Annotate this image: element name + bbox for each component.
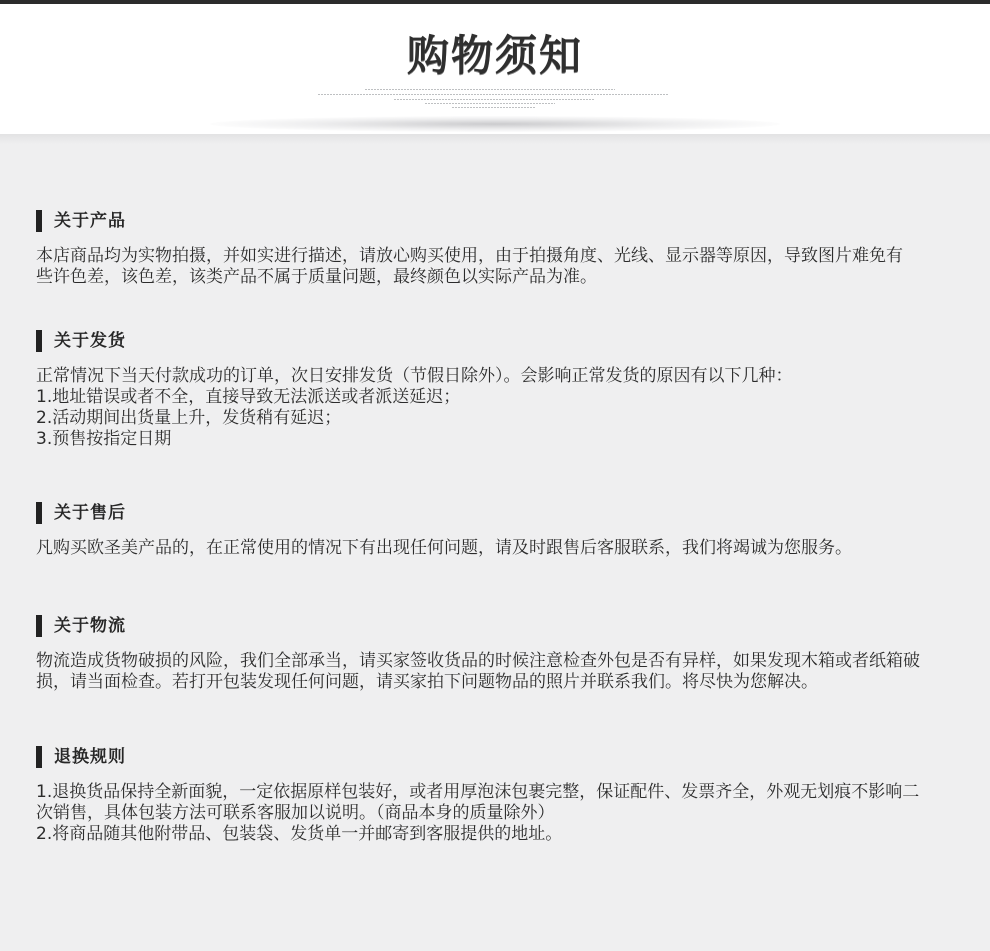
section-product xyxy=(36,210,956,290)
section-title: 关于售后 xyxy=(54,503,126,523)
section-title: 退换规则 xyxy=(54,747,126,767)
section-line: 3.预售按指定日期 xyxy=(36,429,172,449)
section-line: 1.地址错误或者不全，直接导致无法派送或者派送延迟； xyxy=(36,387,461,407)
section-heading xyxy=(36,210,956,234)
section-line: 正常情况下当天付款成功的订单，次日安排发货（节假日除外）。会影响正常发货的原因有以下几种： xyxy=(36,366,793,386)
header-bottom-band xyxy=(0,134,990,144)
section-title: 关于发货 xyxy=(54,331,126,351)
section-marker-bar xyxy=(36,330,42,352)
section-body xyxy=(36,538,956,559)
section-line: 物流造成货物破损的风险，我们全部承当，请买家签收货品的时候注意检查外包是否有异样，如果发现木箱或者纸箱破 xyxy=(36,651,920,671)
section-line: 2.将商品随其他附带品、包装袋、发货单一并邮寄到客服提供的地址。 xyxy=(36,824,563,844)
section-shipping xyxy=(36,330,956,455)
section-after-sales xyxy=(36,502,956,564)
section-marker-bar xyxy=(36,746,42,768)
section-marker-bar xyxy=(36,615,42,637)
section-heading xyxy=(36,502,956,526)
section-line: 些许色差，该色差，该类产品不属于质量问题，最终颜色以实际产品为准。 xyxy=(36,267,597,287)
section-marker-bar xyxy=(36,210,42,232)
header-shadow-decoration xyxy=(210,116,780,132)
page-title: 购物须知 xyxy=(406,31,583,80)
decorative-line xyxy=(318,94,668,95)
section-body xyxy=(36,651,956,693)
section-heading xyxy=(36,615,956,639)
section-title: 关于物流 xyxy=(54,616,126,636)
section-marker-bar xyxy=(36,502,42,524)
decorative-line xyxy=(452,107,536,108)
section-line: 本店商品均为实物拍摄，并如实进行描述，请放心购买使用，由于拍摄角度、光线、显示器等原因，导致图片难免有 xyxy=(36,246,903,266)
decorative-microtext-lines xyxy=(310,89,680,115)
section-line: 2.活动期间出货量上升，发货稍有延迟； xyxy=(36,408,342,428)
section-return-rules xyxy=(36,746,956,851)
section-title: 关于产品 xyxy=(54,211,126,231)
section-logistics xyxy=(36,615,956,697)
section-heading xyxy=(36,746,956,770)
section-heading xyxy=(36,330,956,354)
decorative-line xyxy=(365,89,615,90)
section-body xyxy=(36,246,956,288)
section-line: 凡购买欧圣美产品的，在正常使用的情况下有出现任何问题，请及时跟售后客服联系，我们将竭诚为您服务。 xyxy=(36,538,852,558)
section-line: 1.退换货品保持全新面貌，一定依据原样包装好，或者用厚泡沫包裹完整，保证配件、发票齐全，外观无划痕不影响二 xyxy=(36,782,920,802)
section-body xyxy=(36,782,956,845)
section-line: 次销售，具体包装方法可联系客服加以说明。（商品本身的质量除外） xyxy=(36,803,555,823)
section-line: 损，请当面检查。若打开包装发现任何问题，请买家拍下问题物品的照片并联系我们。将尽快为您解决。 xyxy=(36,672,818,692)
section-body xyxy=(36,366,956,450)
decorative-line xyxy=(425,103,555,104)
decorative-line xyxy=(394,99,594,100)
notice-header xyxy=(0,4,990,134)
